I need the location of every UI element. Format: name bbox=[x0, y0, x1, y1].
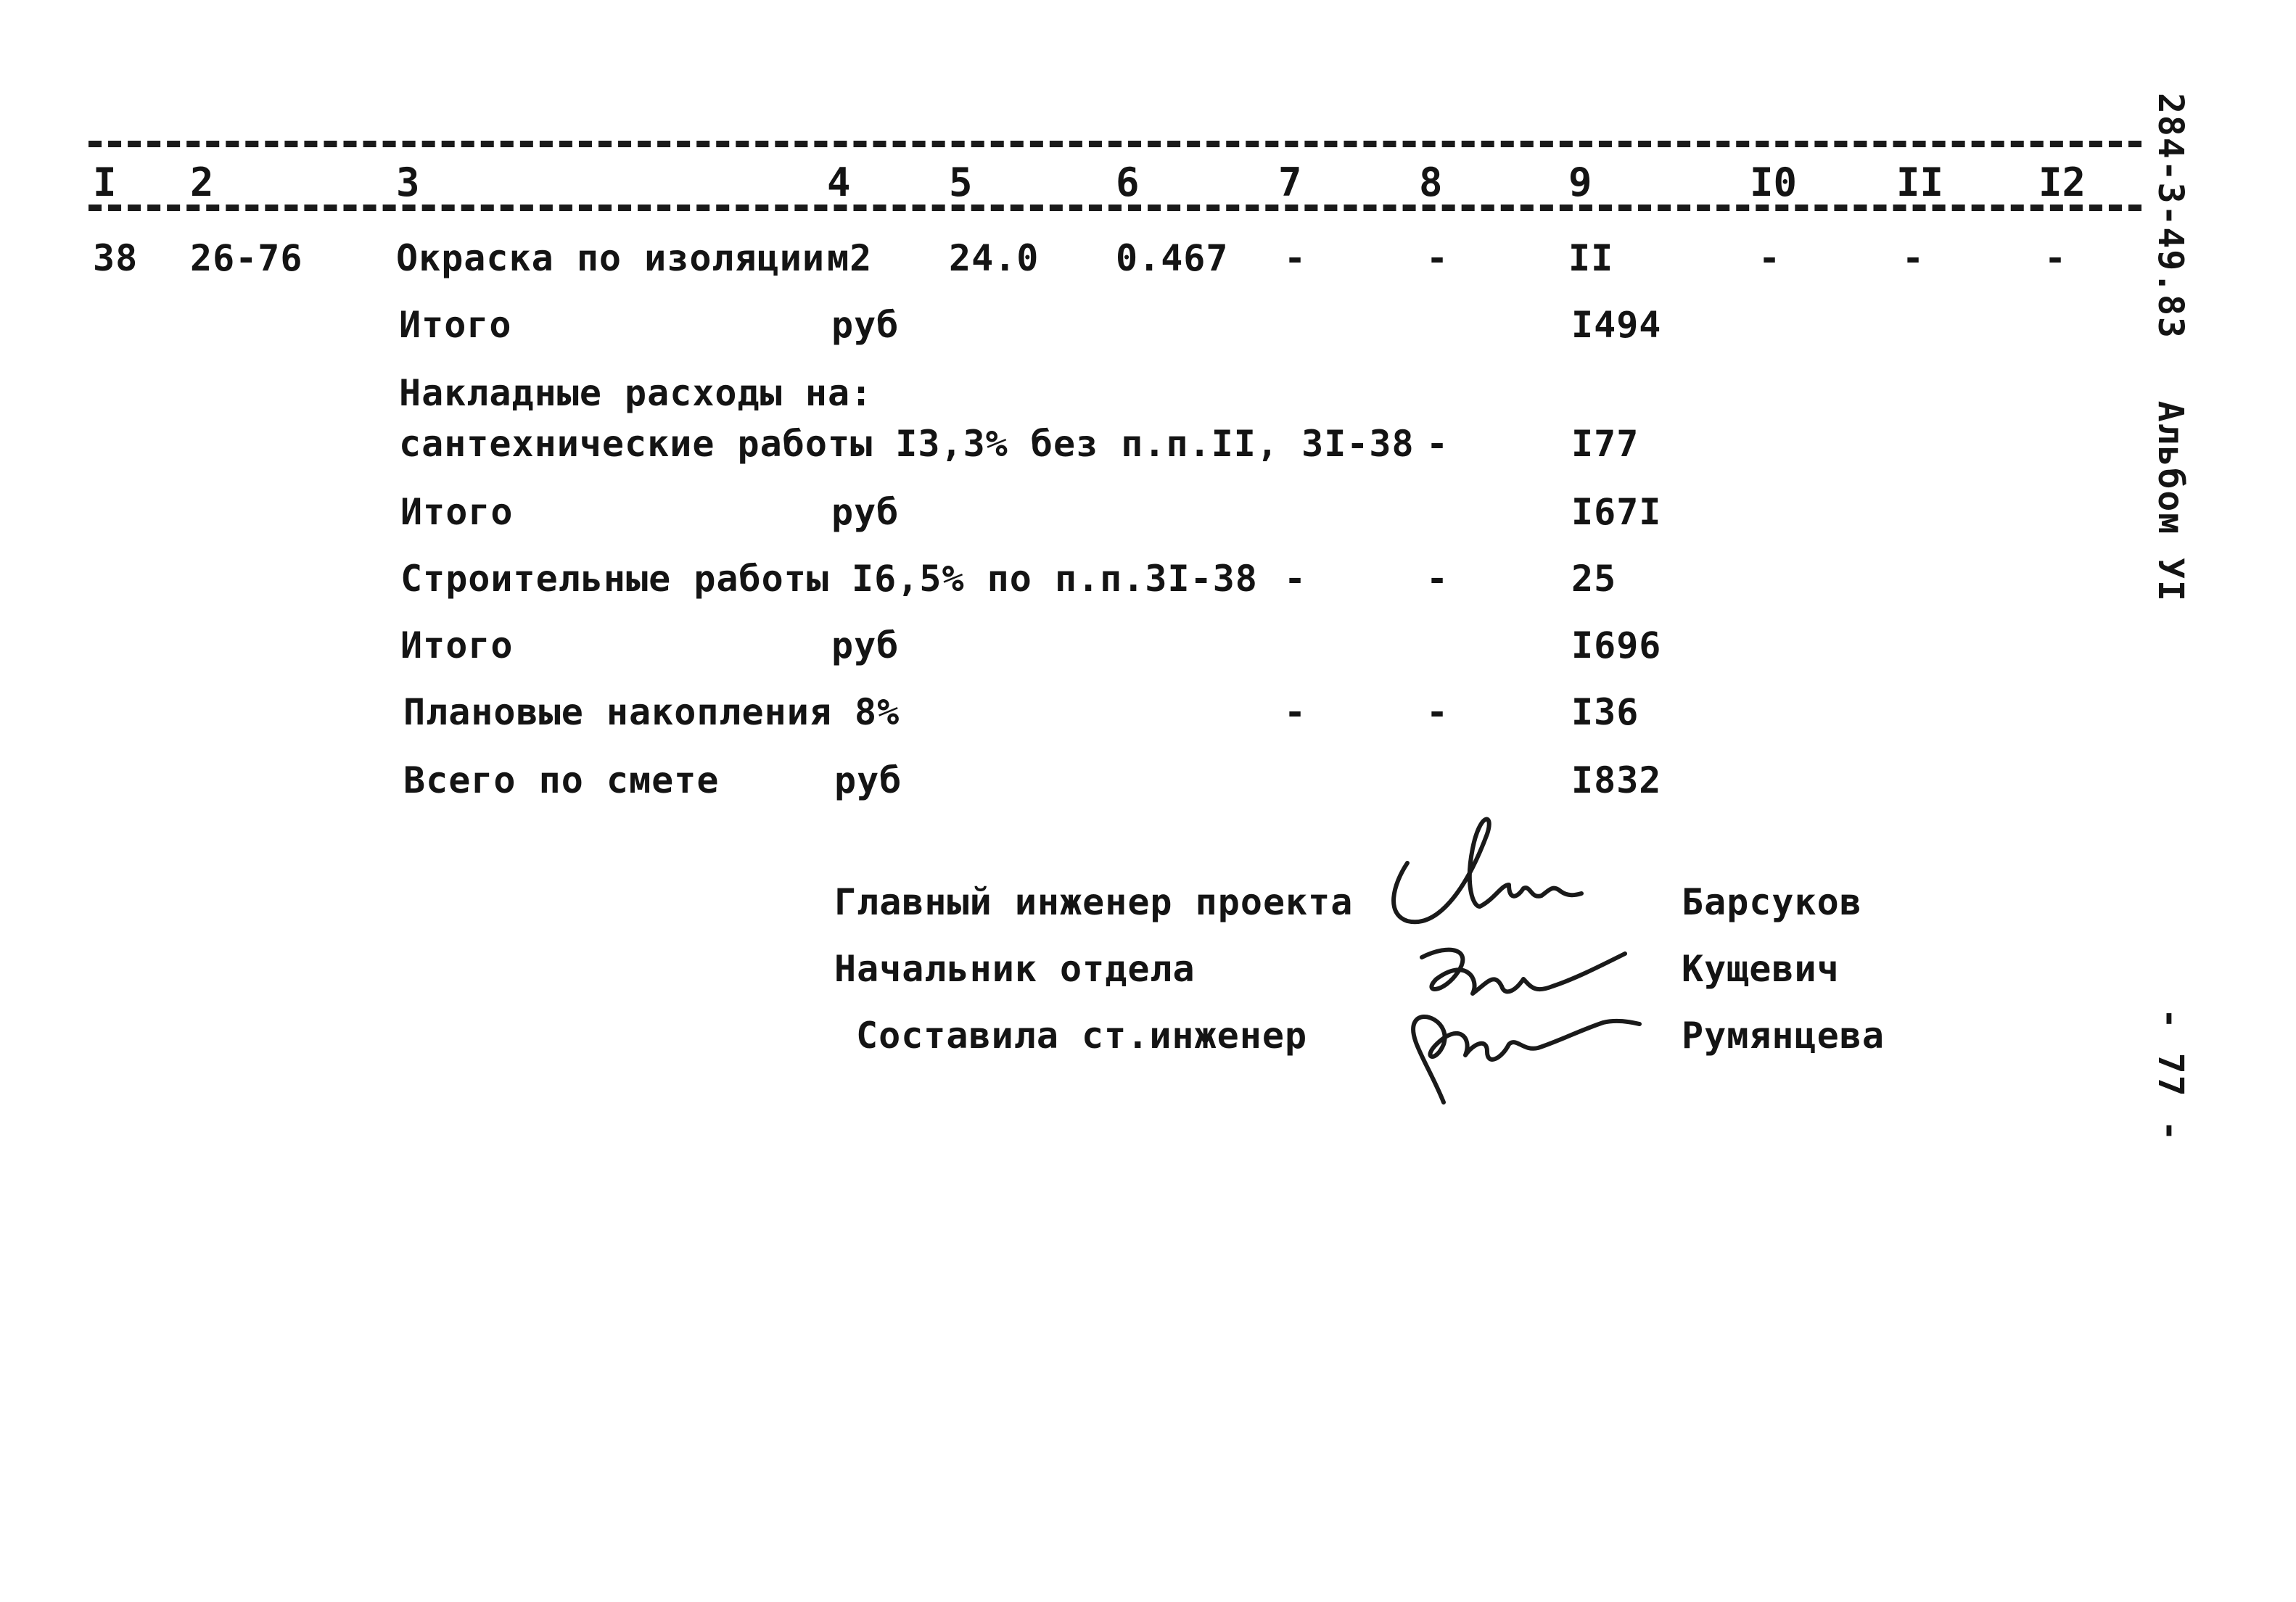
grand-total-value: I832 bbox=[1571, 759, 1662, 801]
grand-total-unit: руб bbox=[834, 759, 902, 801]
signature-2-stroke bbox=[1422, 950, 1625, 994]
grand-total-label: Всего по смете bbox=[403, 759, 720, 801]
column-header-1: I bbox=[93, 160, 117, 205]
total-label: Итого bbox=[400, 624, 514, 666]
construction-col8: - bbox=[1426, 558, 1449, 600]
overhead-title: Накладные расходы на: bbox=[399, 372, 873, 414]
row-col11: - bbox=[1902, 237, 1925, 279]
construction-label: Строительные работы I6,5% по п.п.3I-38 bbox=[400, 558, 1258, 600]
column-header-9: 9 bbox=[1568, 160, 1592, 205]
overhead-label: сантехнические работы I3,3% без п.п.II, 3I-38 bbox=[399, 423, 1415, 465]
row-number: 38 bbox=[93, 237, 139, 279]
total-label: Итого bbox=[399, 304, 512, 346]
construction-value: 25 bbox=[1571, 558, 1617, 600]
side-document-code bbox=[2150, 93, 2191, 603]
row-col12: - bbox=[2044, 237, 2067, 279]
top-dashed-rule bbox=[89, 141, 2141, 147]
total-unit: руб bbox=[831, 304, 900, 346]
signature-name: Кущевич bbox=[1682, 948, 1840, 990]
total-value: I696 bbox=[1571, 624, 1662, 666]
column-header-4: 4 bbox=[827, 160, 851, 205]
planned-value: I36 bbox=[1571, 691, 1639, 733]
total-value: I494 bbox=[1571, 304, 1662, 346]
overhead-value: I77 bbox=[1571, 423, 1639, 465]
column-header-3: 3 bbox=[396, 160, 420, 205]
column-header-5: 5 bbox=[949, 160, 973, 205]
signature-name: Румянцева bbox=[1682, 1015, 1885, 1057]
planned-label: Плановые накопления 8% bbox=[403, 691, 900, 733]
row-unit: м2 bbox=[827, 237, 873, 279]
row-col6: 0.467 bbox=[1116, 237, 1229, 279]
planned-col8: - bbox=[1426, 691, 1449, 733]
column-header-12: I2 bbox=[2038, 160, 2086, 205]
row-col10: - bbox=[1758, 237, 1782, 279]
column-header-7: 7 bbox=[1278, 160, 1302, 205]
row-col9: II bbox=[1568, 237, 1614, 279]
signature-role: Главный инженер проекта bbox=[834, 881, 1354, 923]
column-header-2: 2 bbox=[190, 160, 214, 205]
column-header-6: 6 bbox=[1116, 160, 1140, 205]
signature-3-stroke bbox=[1413, 1017, 1639, 1102]
row-col7: - bbox=[1284, 237, 1307, 279]
total-label: Итого bbox=[400, 491, 514, 533]
handwritten-signatures bbox=[1364, 805, 1654, 1124]
row-name: Окраска по изоляции bbox=[396, 237, 825, 279]
column-header-8: 8 bbox=[1419, 160, 1443, 205]
signature-role: Составила ст.инженер bbox=[856, 1015, 1308, 1057]
row-quantity: 24.0 bbox=[949, 237, 1040, 279]
signature-role: Начальник отдела bbox=[834, 948, 1196, 990]
album-label: Альбом УI bbox=[2150, 400, 2191, 603]
overhead-col8: - bbox=[1426, 423, 1449, 465]
column-header-11: II bbox=[1896, 160, 1944, 205]
signature-name: Барсуков bbox=[1682, 881, 1862, 923]
total-value: I67I bbox=[1571, 491, 1662, 533]
page-number: - 77 - bbox=[2150, 1008, 2191, 1143]
total-unit: руб bbox=[831, 624, 900, 666]
column-header-10: I0 bbox=[1750, 160, 1798, 205]
document-code: 284-3-49.83 bbox=[2150, 93, 2191, 339]
signature-1-stroke bbox=[1394, 819, 1581, 922]
construction-col7: - bbox=[1284, 558, 1307, 600]
total-unit: руб bbox=[831, 491, 900, 533]
side-page-number bbox=[2150, 1008, 2191, 1142]
row-code: 26-76 bbox=[190, 237, 303, 279]
header-dashed-rule bbox=[89, 205, 2141, 211]
row-col8: - bbox=[1426, 237, 1449, 279]
planned-col7: - bbox=[1284, 691, 1307, 733]
